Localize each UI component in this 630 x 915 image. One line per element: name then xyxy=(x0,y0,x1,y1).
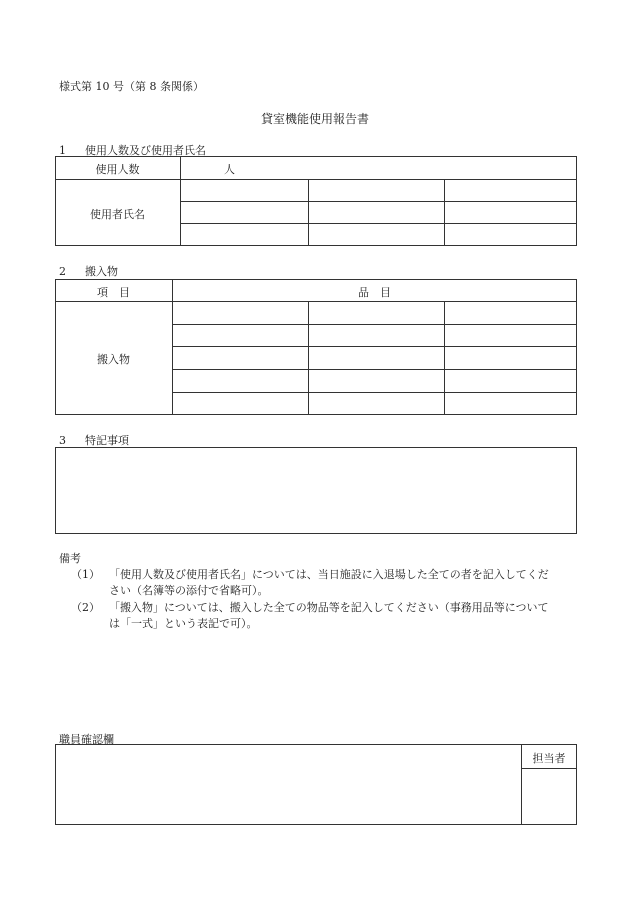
note-1-line1: 「使用人数及び使用者氏名」については、当日施設に入退場した全ての者を記入してくだ xyxy=(109,568,549,581)
notes-title: 備考 xyxy=(59,552,81,565)
section1-title: 使用人数及び使用者氏名 xyxy=(85,144,206,157)
section2-number: 2 xyxy=(59,265,66,278)
note-2-line2: は「一式」という表記で可）。 xyxy=(109,617,258,630)
section3-number: 3 xyxy=(59,434,66,447)
carry-in-input-area[interactable] xyxy=(173,302,576,414)
person-in-charge-label: 担当者 xyxy=(532,752,566,765)
item-column-header: 項 目 xyxy=(97,286,130,299)
special-notes-box[interactable] xyxy=(55,447,577,534)
section2-title: 搬入物 xyxy=(85,265,118,278)
user-count-label: 使用人数 xyxy=(95,163,140,176)
section1-number: 1 xyxy=(59,144,66,157)
goods-column-header: 品 目 xyxy=(358,286,391,299)
user-names-input-area[interactable] xyxy=(181,180,576,245)
user-count-unit: 人 xyxy=(224,163,235,176)
carry-in-label: 搬入物 xyxy=(97,353,130,366)
note-item-1 xyxy=(71,567,576,599)
note-2-mark: （2） xyxy=(71,601,100,614)
user-names-label: 使用者氏名 xyxy=(90,208,145,221)
document-title: 貸室機能使用報告書 xyxy=(260,112,369,126)
section3-heading xyxy=(59,432,129,448)
staff-check-heading: 職員確認欄 xyxy=(59,733,114,746)
note-1-line2: さい（名簿等の添付で省略可）。 xyxy=(109,584,269,597)
note-1-mark: （1） xyxy=(71,568,100,581)
section2-heading xyxy=(59,263,118,279)
section3-title: 特記事項 xyxy=(85,434,129,447)
staff-remarks-area[interactable] xyxy=(56,745,520,824)
note-item-2 xyxy=(71,600,576,632)
person-in-charge-seal-area[interactable] xyxy=(522,769,576,824)
note-2-line1: 「搬入物」については、搬入した全ての物品等を記入してください（事務用品等について xyxy=(109,601,549,614)
form-number: 様式第 10 号（第 8 条関係） xyxy=(59,80,204,93)
